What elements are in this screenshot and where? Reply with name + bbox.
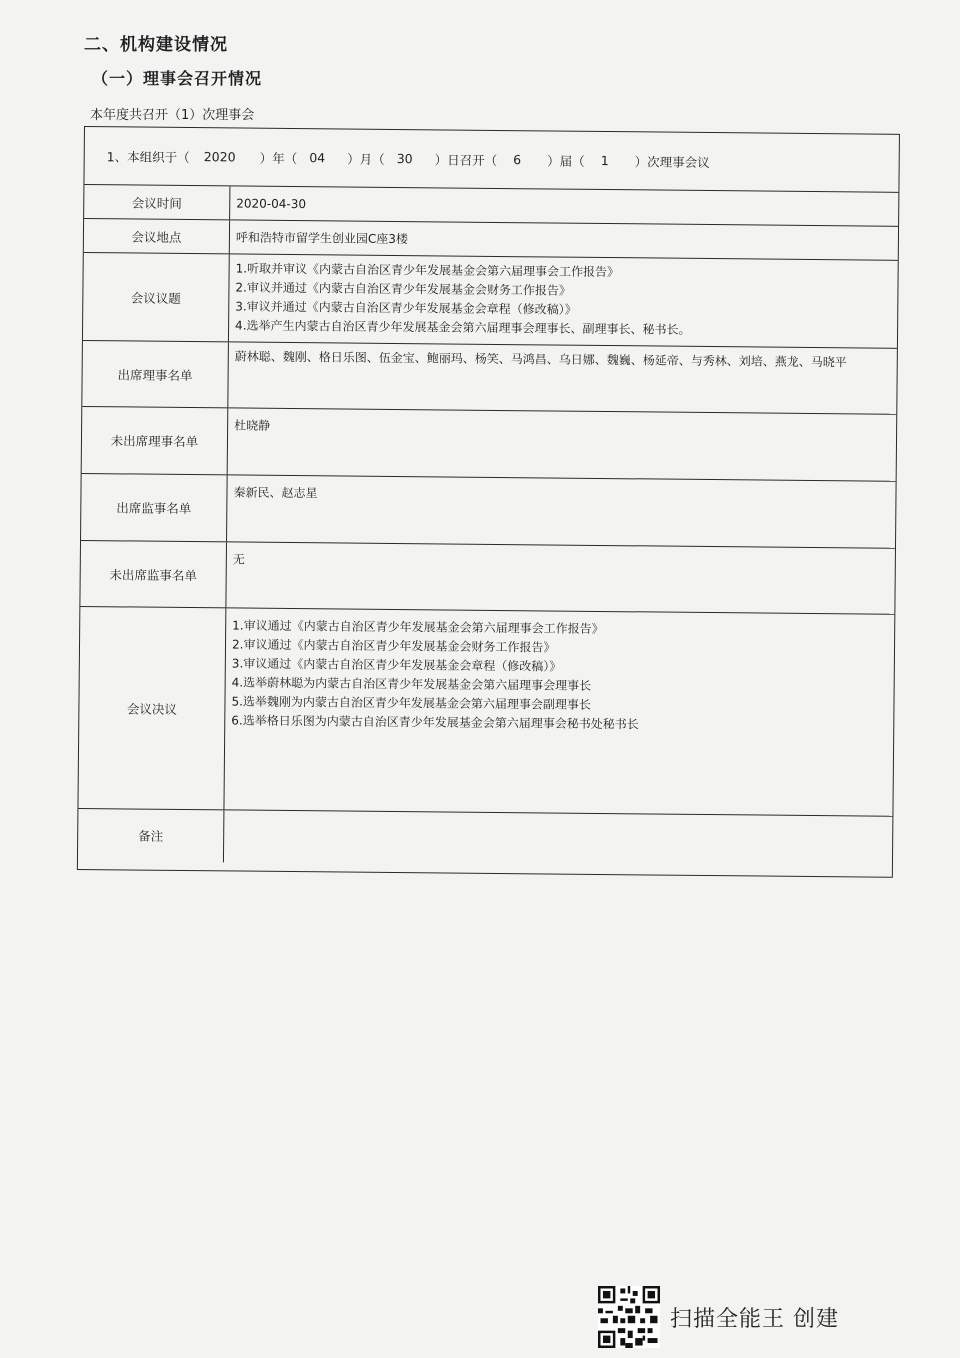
scanner-watermark-text: 扫描全能王 创建 [670, 1306, 839, 1332]
row-resolutions [78, 607, 894, 817]
header-year-suffix: ）年（ [259, 150, 298, 166]
label-attending-supervisors: 出席监事名单 [81, 474, 228, 541]
section-title: 二、机构建设情况 [84, 35, 228, 55]
agenda-item: 2.审议并通过《内蒙古自治区青少年发展基金会财务工作报告》 [235, 280, 571, 298]
header-session: 6 [513, 152, 522, 168]
row-agenda [83, 253, 898, 349]
resolution-item: 2.审议通过《内蒙古自治区青少年发展基金会财务工作报告》 [231, 637, 556, 655]
resolution-item: 1.审议通过《内蒙古自治区青少年发展基金会第六届理事会工作报告》 [232, 618, 604, 637]
value-attending-supervisors: 秦新民、赵志星 [233, 485, 318, 501]
header-month: 04 [309, 150, 326, 166]
value-agenda [229, 254, 898, 347]
label-remarks: 备注 [78, 809, 224, 862]
row-absent-supervisors [80, 541, 895, 615]
header-prefix: 1、本组织于（ [106, 148, 190, 165]
value-attending-directors [228, 342, 897, 413]
header-count: 1 [600, 152, 609, 169]
value-meeting-place: 呼和浩特市留学生创业园C座3楼 [235, 230, 409, 247]
label-agenda: 会议议题 [83, 253, 230, 341]
value-absent-directors: 杜晓静 [234, 418, 271, 433]
resolution-item: 5.选举魏刚为内蒙古自治区青少年发展基金会第六届理事会副理事长 [231, 694, 591, 712]
label-absent-supervisors: 未出席监事名单 [80, 541, 227, 607]
qr-code-icon [598, 1286, 660, 1348]
scanner-watermark [598, 1286, 839, 1348]
resolution-item: 4.选举蔚林聪为内蒙古自治区青少年发展基金会第六届理事会理事长 [231, 675, 592, 693]
row-attending-directors [82, 341, 897, 415]
subsection-title: （一）理事会召开情况 [92, 69, 263, 88]
row-absent-directors [82, 407, 897, 482]
agenda-item: 1.听取并审议《内蒙古自治区青少年发展基金会第六届理事会工作报告》 [235, 261, 620, 280]
meeting-header [84, 127, 899, 193]
value-resolutions [224, 608, 894, 815]
resolution-item: 3.审议通过《内蒙古自治区青少年发展基金会章程（修改稿）》 [231, 656, 562, 674]
label-absent-directors: 未出席理事名单 [82, 407, 229, 474]
header-month-suffix: ）月（ [347, 151, 385, 167]
value-meeting-time: 2020-04-30 [236, 196, 307, 212]
header-count-suffix: ）次理事会议 [634, 153, 710, 170]
header-day: 30 [396, 151, 413, 167]
header-year: 2020 [203, 149, 236, 165]
meeting-table [77, 126, 900, 878]
value-absent-supervisors: 无 [232, 552, 245, 567]
label-resolutions: 会议决议 [78, 607, 226, 809]
label-meeting-place: 会议地点 [84, 219, 230, 253]
label-meeting-time: 会议时间 [84, 185, 230, 219]
value-remarks [224, 810, 892, 868]
row-attending-supervisors [81, 474, 896, 549]
header-session-suffix: ）届（ [547, 152, 585, 169]
header-day-suffix: ）日召开（ [434, 151, 498, 168]
resolution-item: 6.选举格日乐图为内蒙古自治区青少年发展基金会第六届理事会秘书处秘书长 [231, 713, 639, 732]
intro-text: 本年度共召开（1）次理事会 [90, 108, 255, 123]
attending-directors-text: 蔚林聪、魏刚、格日乐图、伍金宝、鲍丽玛、杨笑、马鸿昌、乌日娜、魏巍、杨延帝、与秀林、刘培、燕龙、马晓平 [234, 349, 847, 370]
row-remarks [78, 809, 892, 869]
agenda-item: 4.选举产生内蒙古自治区青少年发展基金会第六届理事会理事长、副理事长、秘书长。 [235, 318, 691, 337]
label-attending-directors: 出席理事名单 [82, 341, 229, 407]
agenda-item: 3.审议并通过《内蒙古自治区青少年发展基金会章程（修改稿）》 [235, 299, 577, 317]
